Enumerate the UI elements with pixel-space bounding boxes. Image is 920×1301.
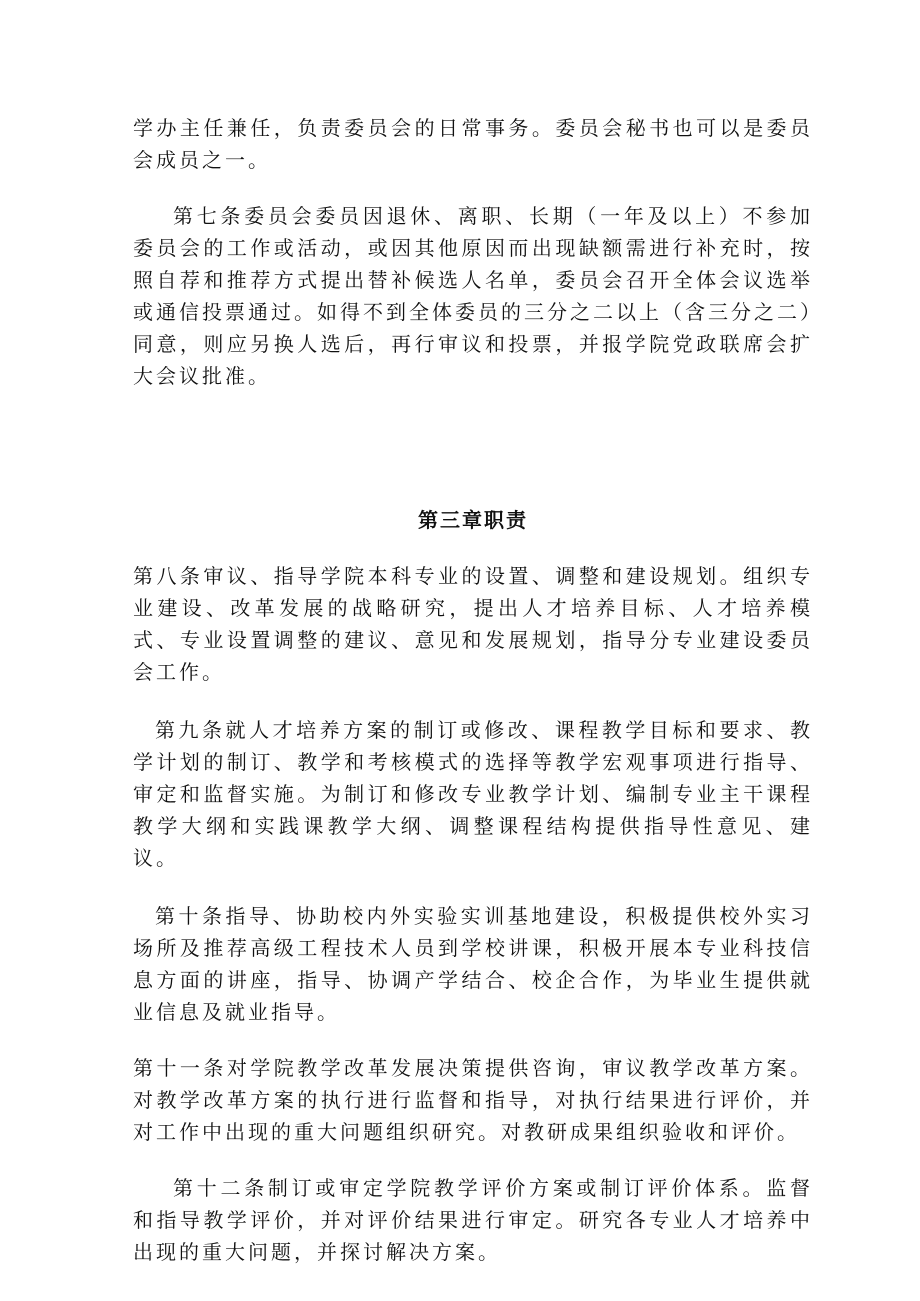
spacer [133, 392, 813, 504]
paragraph-article-9: 第九条就人才培养方案的制订或修改、课程教学目标和要求、教学计划的制订、教学和考核模式的选择等教学宏观事项进行指导、审定和监督实施。为制订和修改专业教学计划、编制专业主干课程教学大纲和实践课教学大纲、调整课程结构提供指导性意见、建议。 [133, 718, 813, 870]
paragraph-article-7: 第七条委员会委员因退休、离职、长期（一年及以上）不参加委员会的工作或活动，或因其他原因而出现缺额需进行补充时，按照自荐和推荐方式提出替补候选人名单，委员会召开全体会议选举或通信投票通过。如得不到全体委员的三分之二以上（含三分之二）同意，则应另换人选后，再行审议和投票，并报学院党政联席会扩大会议批准。 [133, 204, 813, 388]
spacer [133, 874, 813, 900]
spacer [133, 688, 813, 714]
chapter-heading: 第三章职责 [418, 508, 528, 532]
spacer [133, 1028, 813, 1052]
paragraph-continuation: 学办主任兼任，负责委员会的日常事务。委员会秘书也可以是委员会成员之一。 [133, 116, 813, 172]
paragraph-article-8: 第八条审议、指导学院本科专业的设置、调整和建设规划。组织专业建设、改革发展的战略研究，提出人才培养目标、人才培养模式、专业设置调整的建议、意见和发展规划，指导分专业建设委员会工作。 [133, 564, 813, 684]
spacer [133, 536, 813, 560]
spacer [133, 176, 813, 200]
spacer [133, 1148, 813, 1172]
paragraph-article-12: 第十二条制订或审定学院教学评价方案或制订评价体系。监督和指导教学评价，并对评价结果进行审定。研究各专业人才培养中出现的重大问题，并探讨解决方案。 [133, 1176, 813, 1264]
paragraph-article-11: 第十一条对学院教学改革发展决策提供咨询，审议教学改革方案。对教学改革方案的执行进行监督和指导，对执行结果进行评价，并对工作中出现的重大问题组织研究。对教研成果组织验收和评价。 [133, 1056, 813, 1144]
paragraph-article-10: 第十条指导、协助校内外实验实训基地建设，积极提供校外实习场所及推荐高级工程技术人员到学校讲课，积极开展本专业科技信息方面的讲座，指导、协调产学结合、校企合作，为毕业生提供就业信息及就业指导。 [133, 904, 813, 1024]
document-page [133, 112, 813, 1268]
